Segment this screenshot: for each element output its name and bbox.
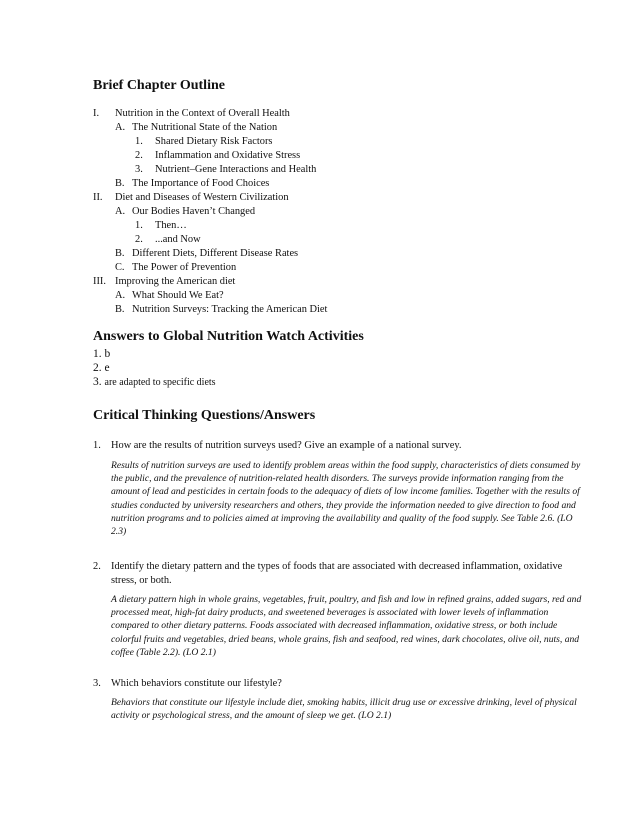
answer-1: Results of nutrition surveys are used to identify problem areas within the food supply, characteristics of diets consumed by the public, and the prevalence of nutrition-related health disorders. The surveys provide information ranging from the amount of lead and pesticides in certain foods to the adequacy of diets of low income families. Together with the results of studies conducted by university researchers and others, they provide the information needed to give direction to food and nutrition programs and to policies aimed at improving the availability and quality of the food supply. See Table 2.6. (LO 2.3) <box>111 460 581 538</box>
global-watch-answer <box>93 376 216 389</box>
answer-3: Behaviors that constitute our lifestyle include diet, smoking habits, illicit drug use or excessive drinking, level of physical activity or psychological stress, and the amount of sleep we get. (LO 2.1) <box>111 697 577 722</box>
answer-number: 1. <box>93 348 102 360</box>
outline-number: 3. <box>135 164 143 175</box>
outline-number: 1. <box>135 136 143 147</box>
outline-number: III. <box>93 276 106 287</box>
question-text: Identify the dietary pattern and the types of foods that are associated with decreased inflammation, oxidative stress, or both. <box>111 561 563 586</box>
question-1 <box>93 439 583 453</box>
outline-text: Our Bodies Haven’t Changed <box>132 206 256 217</box>
outline-number: II. <box>93 192 103 203</box>
critical-thinking-heading: Critical Thinking Questions/Answers <box>93 408 316 423</box>
question-number: 1. <box>93 440 101 451</box>
outline-number: B. <box>115 248 125 259</box>
question-3 <box>93 677 583 691</box>
question-number: 3. <box>93 678 101 689</box>
outline-number: A. <box>115 122 126 133</box>
outline-text: Improving the American diet <box>115 276 236 287</box>
outline-number: 2. <box>135 234 143 245</box>
outline-text: ...and Now <box>155 234 201 245</box>
answer-2: A dietary pattern high in whole grains, vegetables, fruit, poultry, and fish and low in refined grains, added sugars, red and processed meat, high-fat dairy products, and sweetened beverages is associated with lower levels of inflammation compared to other dietary patterns. Foods associated with decreased inflammation, oxidative stress, or both include colorful fruits and vegetables, dried beans, whole grains, fish and seafood, red wines, dark chocolates, olive oil, nuts, and coffee (Table 2.2). (LO 2.1) <box>111 594 582 658</box>
answer-text: b <box>104 348 111 360</box>
outline-text: The Nutritional State of the Nation <box>132 122 278 133</box>
outline-number: 1. <box>135 220 143 231</box>
outline-number: B. <box>115 304 125 315</box>
question-text: How are the results of nutrition surveys used? Give an example of a national survey. <box>111 440 462 451</box>
outline-text: The Importance of Food Choices <box>132 178 270 189</box>
answer-number: 2. <box>93 362 102 374</box>
global-watch-answer <box>93 362 110 375</box>
outline-text: What Should We Eat? <box>132 290 224 301</box>
outline-number: A. <box>115 290 126 301</box>
outline-text: Nutrition in the Context of Overall Health <box>115 108 290 119</box>
answer-text: are adapted to specific diets <box>104 377 216 388</box>
outline-text: Diet and Diseases of Western Civilization <box>115 192 289 203</box>
answer-number: 3. <box>93 376 102 388</box>
outline-text: Inflammation and Oxidative Stress <box>155 150 301 161</box>
global-watch-heading: Answers to Global Nutrition Watch Activities <box>93 329 364 344</box>
outline-text: Different Diets, Different Disease Rates <box>132 248 299 259</box>
question-number: 2. <box>93 561 101 572</box>
outline-number: I. <box>93 108 100 119</box>
outline-text: Then… <box>155 220 187 231</box>
question-2 <box>93 560 583 588</box>
outline-text: Nutrient–Gene Interactions and Health <box>155 164 317 175</box>
outline-text: Nutrition Surveys: Tracking the American Diet <box>132 304 328 315</box>
outline-heading: Brief Chapter Outline <box>93 78 225 93</box>
question-text: Which behaviors constitute our lifestyle? <box>111 678 282 689</box>
outline-number: B. <box>115 178 125 189</box>
outline-text: The Power of Prevention <box>132 262 237 273</box>
global-watch-answer <box>93 348 110 361</box>
outline-number: A. <box>115 206 126 217</box>
outline-text: Shared Dietary Risk Factors <box>155 136 273 147</box>
outline-number: C. <box>115 262 125 273</box>
outline-number: 2. <box>135 150 143 161</box>
answer-text: e <box>104 362 110 374</box>
